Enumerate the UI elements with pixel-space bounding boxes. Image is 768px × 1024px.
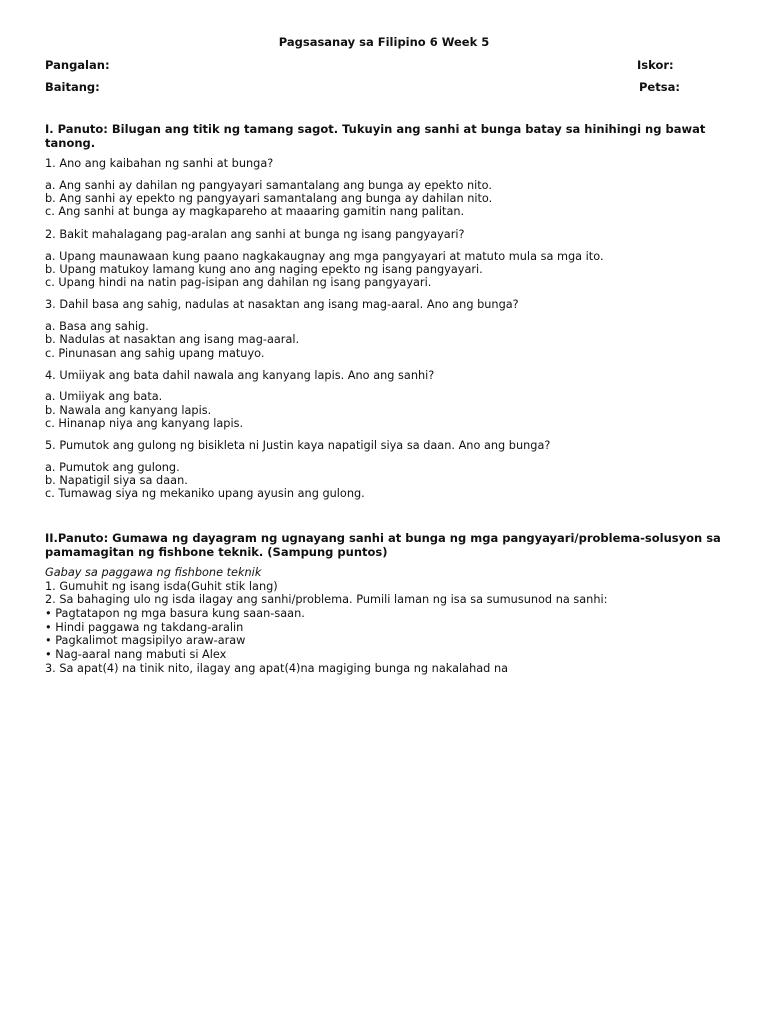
guide-line-3: 3. Sa apat(4) na tinik nito, ilagay ang apat(4)na magiging bunga ng nakalahad na [45, 662, 509, 675]
guide-title: Gabay sa paggawa ng fishbone teknik [45, 566, 262, 579]
guide-line-2: 2. Sa bahaging ulo ng isda ilagay ang sanhi/problema. Pumili laman ng isa sa sumusunod na sanhi: [45, 593, 608, 606]
guide-bullet-4: • Nag-aaral nang mabuti si Alex [45, 648, 227, 661]
guide-bullet-2: • Hindi paggawa ng takdang-aralin [45, 621, 244, 634]
part2-instructions: II.Panuto: Gumawa ng dayagram ng ugnayang sanhi at bunga ng mga pangyayari/problema-solusyon sa pamamagitan ng fishbone teknik. (Sampung puntos) [45, 531, 721, 559]
q1-choice-b: b. Ang sanhi ay epekto ng pangyayari samantalang ang bunga ay dahilan nito. [45, 192, 493, 205]
q3-choice-c: c. Pinunasan ang sahig upang matuyo. [45, 347, 265, 360]
date-label: Petsa [639, 80, 676, 94]
guide-bullet-3: • Pagkalimot magsipilyo araw-araw [45, 634, 246, 647]
q2-choice-c: c. Upang hindi na natin pag-isipan ang dahilan ng isang pangyayari. [45, 276, 432, 289]
worksheet-title: Pagsasanay sa Filipino 6 Week 5 [278, 35, 490, 49]
part1-instructions: I. Panuto: Bilugan ang titik ng tamang sagot. Tukuyin ang sanhi at bunga batay sa hinihingi ng bawat tanong. [45, 122, 706, 150]
q3-choice-a: a. Basa ang sahig. [45, 320, 149, 333]
q3-choice-b: b. Nadulas at nasaktan ang isang mag-aaral. [45, 333, 300, 346]
q2-choice-a: a. Upang maunawaan kung paano nagkakaugnay ang mga pangyayari at matuto mula sa mga ito. [45, 250, 604, 263]
grade-label: Baitang [45, 80, 96, 94]
question-1: 1. Ano ang kaibahan ng sanhi at bunga? [45, 157, 274, 170]
q1-choice-c: c. Ang sanhi at bunga ay magkapareho at maaaring gamitin nang palitan. [45, 205, 465, 218]
question-5: 5. Pumutok ang gulong ng bisikleta ni Justin kaya napatigil siya sa daan. Ano ang bunga? [45, 439, 551, 452]
question-3: 3. Dahil basa ang sahig, nadulas at nasaktan ang isang mag-aaral. Ano ang bunga? [45, 298, 519, 311]
q4-choice-b: b. Nawala ang kanyang lapis. [45, 404, 212, 417]
score-field: Iskor: [637, 58, 674, 72]
question-2: 2. Bakit mahalagang pag-aralan ang sanhi at bunga ng isang pangyayari? [45, 228, 465, 241]
score-label: Iskor [637, 58, 670, 72]
grade-field: Baitang: [45, 80, 100, 94]
q5-choice-a: a. Pumutok ang gulong. [45, 461, 180, 474]
q4-choice-c: c. Hinanap niya ang kanyang lapis. [45, 417, 244, 430]
guide-line-1: 1. Gumuhit ng isang isda(Guhit stik lang) [45, 580, 278, 593]
q2-choice-b: b. Upang matukoy lamang kung ano ang naging epekto ng isang pangyayari. [45, 263, 483, 276]
q1-choice-a: a. Ang sanhi ay dahilan ng pangyayari samantalang ang bunga ay epekto nito. [45, 179, 492, 192]
q5-choice-c: c. Tumawag siya ng mekaniko upang ayusin ang gulong. [45, 487, 365, 500]
question-4: 4. Umiiyak ang bata dahil nawala ang kanyang lapis. Ano ang sanhi? [45, 369, 435, 382]
guide-bullet-1: • Pagtatapon ng mga basura kung saan-saan. [45, 607, 305, 620]
q5-choice-b: b. Napatigil siya sa daan. [45, 474, 188, 487]
q4-choice-a: a. Umiiyak ang bata. [45, 390, 163, 403]
date-field: Petsa: [639, 80, 680, 94]
name-label: Pangalan [45, 58, 105, 72]
name-field: Pangalan: [45, 58, 110, 72]
